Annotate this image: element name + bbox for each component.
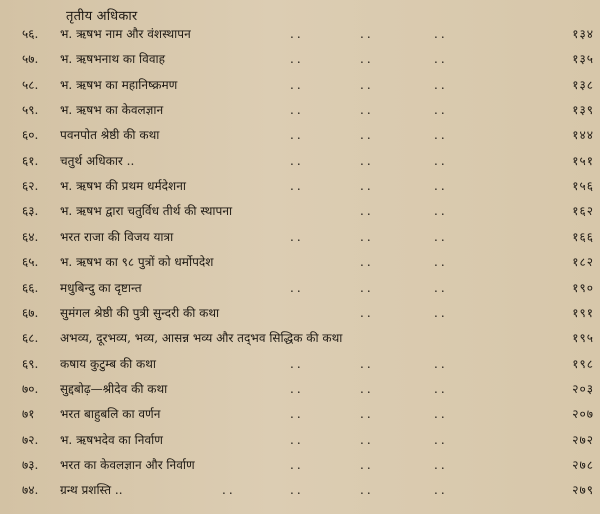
toc-row [0, 277, 600, 299]
dot-leader: .. [360, 229, 374, 244]
entry-page-number: १६२ [572, 204, 594, 219]
entry-page-number: २०७ [572, 407, 594, 422]
entry-page-number: १५६ [572, 179, 594, 194]
dot-leader: .. [360, 52, 374, 67]
dot-leader: .. [360, 255, 374, 270]
entry-title: भ. ऋषभ का ९८ पुत्रों को धर्मोपदेश [60, 255, 214, 270]
dot-leader: .. [434, 356, 448, 371]
entry-title: पवनपोत श्रेष्ठी की कथा [60, 128, 160, 143]
entry-title: भ. ऋषभ की प्रथम धर्मदेशना [60, 179, 186, 194]
dot-leader: .. [434, 103, 448, 118]
toc-row [0, 454, 600, 476]
toc-row [0, 479, 600, 501]
dot-leader: .. [434, 255, 448, 270]
dot-leader: .. [360, 27, 374, 41]
dot-leader: .. [290, 179, 304, 194]
entry-title: मधुबिन्दु का दृष्टान्त [60, 280, 142, 295]
toc-row [0, 327, 600, 349]
entry-title: ग्रन्थ प्रशस्ति .. [60, 483, 123, 498]
dot-leader: .. [434, 483, 448, 498]
dot-leader: .. [290, 356, 304, 371]
entry-number: ६४. [22, 229, 39, 244]
entry-number: ५६. [22, 27, 39, 41]
entry-number: ६७. [22, 305, 39, 320]
entry-title: भ. ऋषभ का महानिष्क्रमण [60, 77, 178, 92]
toc-row [0, 200, 600, 222]
dot-leader: .. [222, 483, 236, 498]
entry-number: ६९. [22, 356, 39, 371]
dot-leader: .. [290, 103, 304, 118]
entry-number: ७४. [22, 483, 39, 498]
entry-page-number: २७९ [572, 483, 594, 498]
dot-leader: .. [290, 483, 304, 498]
dot-leader: .. [290, 52, 304, 67]
dot-leader: .. [434, 153, 448, 168]
toc-row [0, 302, 600, 324]
entry-number: ६२. [22, 179, 39, 194]
toc-row [0, 175, 600, 197]
dot-leader: .. [360, 407, 374, 422]
entry-page-number: १९० [572, 280, 594, 295]
dot-leader: .. [360, 457, 374, 472]
entry-title: भ. ऋषभदेव का निर्वाण [60, 432, 163, 447]
toc-row [0, 99, 600, 121]
entry-number: ७३. [22, 457, 39, 472]
toc-row [0, 403, 600, 425]
entry-number: ६८. [22, 331, 39, 346]
entry-number: ७१ [22, 407, 35, 422]
entry-page-number: १९८ [572, 356, 594, 371]
entry-page-number: १९५ [572, 331, 594, 346]
toc-row [0, 124, 600, 146]
entry-page-number: १३५ [572, 52, 594, 67]
entry-title: चतुर्थ अधिकार .. [60, 153, 135, 168]
entry-number: ६६. [22, 280, 39, 295]
dot-leader: .. [434, 305, 448, 320]
entry-number: ५९. [22, 103, 39, 118]
dot-leader: .. [434, 52, 448, 67]
dot-leader: .. [290, 229, 304, 244]
dot-leader: .. [360, 432, 374, 447]
dot-leader: .. [290, 280, 304, 295]
entry-title: भरत राजा की विजय यात्रा [60, 229, 174, 244]
dot-leader: .. [360, 103, 374, 118]
dot-leader: .. [434, 204, 448, 219]
dot-leader: .. [434, 280, 448, 295]
section-heading: तृतीय अधिकार [66, 9, 138, 24]
dot-leader: .. [434, 432, 448, 447]
entry-number: ७२. [22, 432, 39, 447]
entry-title: भ. ऋषभ नाम और वंशस्थापन [60, 27, 191, 41]
dot-leader: .. [290, 432, 304, 447]
dot-leader: .. [434, 128, 448, 143]
entry-page-number: १८२ [572, 255, 594, 270]
entry-page-number: १५१ [572, 153, 594, 168]
dot-leader: .. [290, 381, 304, 396]
entry-page-number: २०३ [572, 381, 594, 396]
entry-number: ६५. [22, 255, 39, 270]
toc-row [0, 378, 600, 400]
dot-leader: .. [360, 305, 374, 320]
entry-page-number: १३९ [572, 103, 594, 118]
toc-row [0, 251, 600, 273]
dot-leader: .. [360, 280, 374, 295]
entry-page-number: १९१ [572, 305, 594, 320]
dot-leader: .. [290, 128, 304, 143]
entry-title: भ. ऋषभ द्वारा चतुर्विध तीर्थ की स्थापना [60, 204, 233, 219]
dot-leader: .. [360, 483, 374, 498]
dot-leader: .. [290, 77, 304, 92]
entry-page-number: १४४ [572, 128, 594, 143]
dot-leader: .. [360, 179, 374, 194]
entry-page-number: १३८ [572, 77, 594, 92]
dot-leader: .. [360, 381, 374, 396]
entry-title: सुद्दबोढ़—श्रीदेव की कथा [60, 381, 168, 396]
dot-leader: .. [434, 457, 448, 472]
dot-leader: .. [434, 381, 448, 396]
dot-leader: .. [360, 128, 374, 143]
toc-row [0, 429, 600, 451]
entry-number: ६०. [22, 128, 39, 143]
dot-leader: .. [290, 153, 304, 168]
toc-row [0, 74, 600, 96]
entry-number: ६१. [22, 153, 39, 168]
toc-row [0, 353, 600, 375]
dot-leader: .. [360, 153, 374, 168]
entry-title: अभव्य, दूरभव्य, भव्य, आसन्न भव्य और तद्‌भव सिद्धिक की कथा [60, 331, 343, 346]
dot-leader: .. [290, 27, 304, 41]
dot-leader: .. [360, 204, 374, 219]
dot-leader: .. [290, 457, 304, 472]
entry-number: ७०. [22, 381, 39, 396]
dot-leader: .. [434, 407, 448, 422]
dot-leader: .. [360, 356, 374, 371]
dot-leader: .. [290, 407, 304, 422]
dot-leader: .. [434, 77, 448, 92]
entry-page-number: २७२ [572, 432, 594, 447]
entry-number: ५७. [22, 52, 39, 67]
entry-page-number: १३४ [572, 27, 594, 41]
entry-number: ५८. [22, 77, 39, 92]
dot-leader: .. [434, 229, 448, 244]
toc-row [0, 23, 600, 45]
entry-title: कषाय कुटुम्ब की कथा [60, 356, 156, 371]
toc-row [0, 150, 600, 172]
entry-page-number: १६६ [572, 229, 594, 244]
entry-title: भरत का केवलज्ञान और निर्वाण [60, 457, 195, 472]
entry-title: भ. ऋषभ का केवलज्ञान [60, 103, 164, 118]
toc-row [0, 226, 600, 248]
dot-leader: .. [434, 179, 448, 194]
entry-title: भरत बाहुबलि का वर्णन [60, 407, 161, 422]
dot-leader: .. [434, 27, 448, 41]
dot-leader: .. [360, 77, 374, 92]
entry-page-number: २७८ [572, 457, 594, 472]
entry-title: सुमंगल श्रेष्ठी की पुत्री सुन्दरी की कथा [60, 305, 220, 320]
toc-row [0, 48, 600, 70]
entry-title: भ. ऋषभनाथ का विवाह [60, 52, 165, 67]
entry-number: ६३. [22, 204, 39, 219]
